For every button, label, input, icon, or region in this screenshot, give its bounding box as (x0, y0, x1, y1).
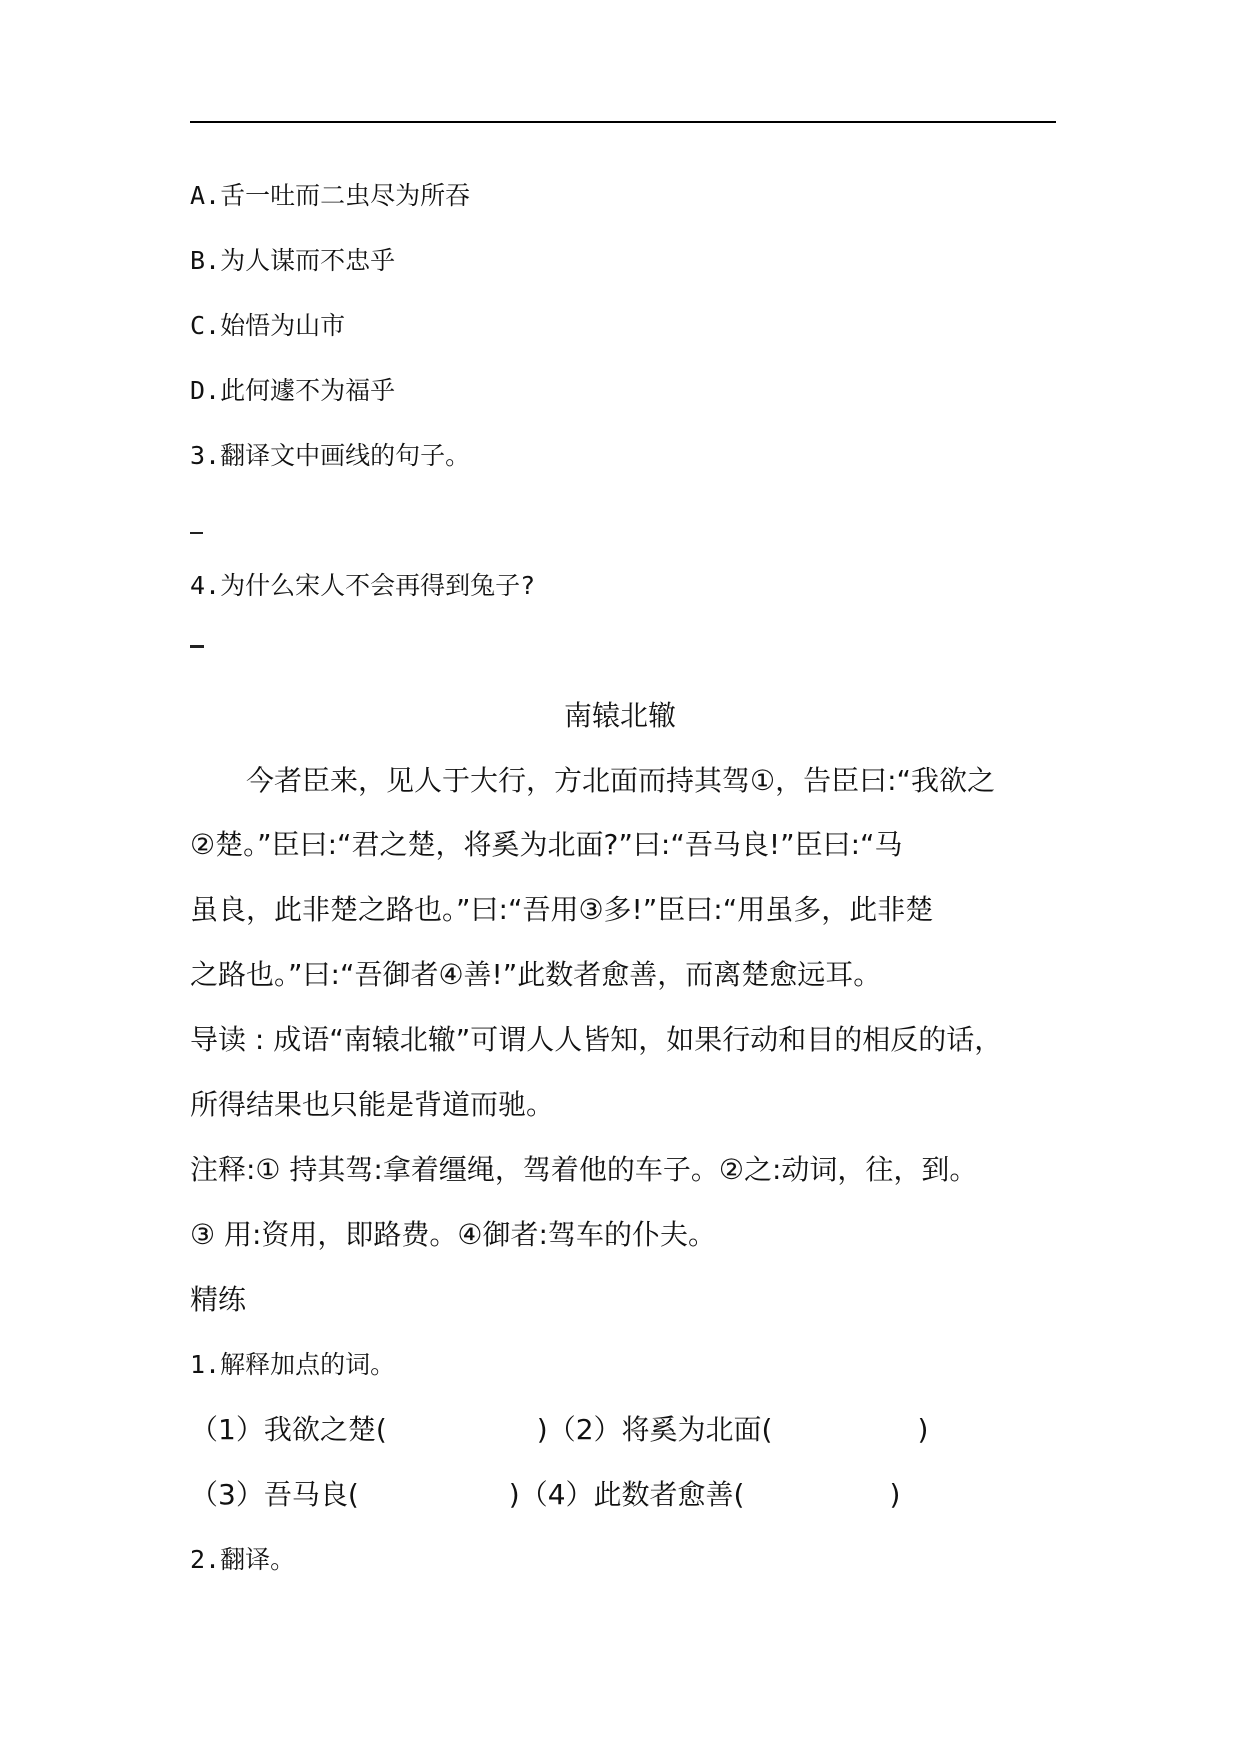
option-a: A.舌一吐而二虫尽为所吞 (190, 181, 471, 210)
item-3-close: ) (508, 1478, 520, 1511)
passage-line-2: ②楚。”臣曰:“君之楚，将奚为北面?”曰:“吾马良!”臣曰:“马 (190, 828, 903, 861)
notes-line-1: 注释:① 持其驾:拿着缰绳，驾着他的车子。②之:动词，往，到。 (190, 1153, 978, 1186)
notes-line-2: ③ 用:资用，即路费。④御者:驾车的仆夫。 (190, 1218, 716, 1251)
item-1-close: ) (536, 1413, 548, 1446)
practice-question-2: 2.翻译。 (190, 1545, 296, 1574)
passage-line-1: 今者臣来，见人于大行，方北面而持其驾①，告臣曰:“我欲之 (246, 764, 996, 797)
header-rule (190, 121, 1056, 123)
practice-heading: 精练 (190, 1283, 247, 1316)
item-3-label: （3）吾马良( (190, 1478, 359, 1511)
answer-blank-3 (190, 532, 203, 534)
item-1-label: （1）我欲之楚( (190, 1413, 387, 1446)
item-4-close: ) (889, 1478, 901, 1511)
item-2-label: （2）将奚为北面( (547, 1413, 773, 1446)
passage-title: 南辕北辙 (563, 699, 676, 732)
practice-row-2 (190, 1477, 900, 1513)
question-3: 3.翻译文中画线的句子。 (190, 441, 471, 470)
practice-row-1 (190, 1412, 928, 1448)
option-d: D.此何遽不为福乎 (190, 376, 396, 405)
option-b: B.为人谋而不忠乎 (190, 246, 396, 275)
guide-line-1: 导读 : 成语“南辕北辙”可谓人人皆知，如果行动和目的相反的话， (190, 1023, 1003, 1056)
practice-question-1: 1.解释加点的词。 (190, 1350, 396, 1379)
question-4: 4.为什么宋人不会再得到兔子? (190, 571, 536, 600)
answer-blank-4 (190, 645, 204, 648)
passage-line-3: 虽良，此非楚之路也。”曰:“吾用③多!”臣曰:“用虽多，此非楚 (190, 893, 934, 926)
item-2-close: ) (917, 1413, 929, 1446)
passage-line-4: 之路也。”曰:“吾御者④善!”此数者愈善，而离楚愈远耳。 (190, 958, 882, 991)
item-4-label: （4）此数者愈善( (519, 1478, 745, 1511)
option-c: C.始悟为山市 (190, 311, 346, 340)
guide-line-2: 所得结果也只能是背道而驰。 (190, 1088, 555, 1121)
